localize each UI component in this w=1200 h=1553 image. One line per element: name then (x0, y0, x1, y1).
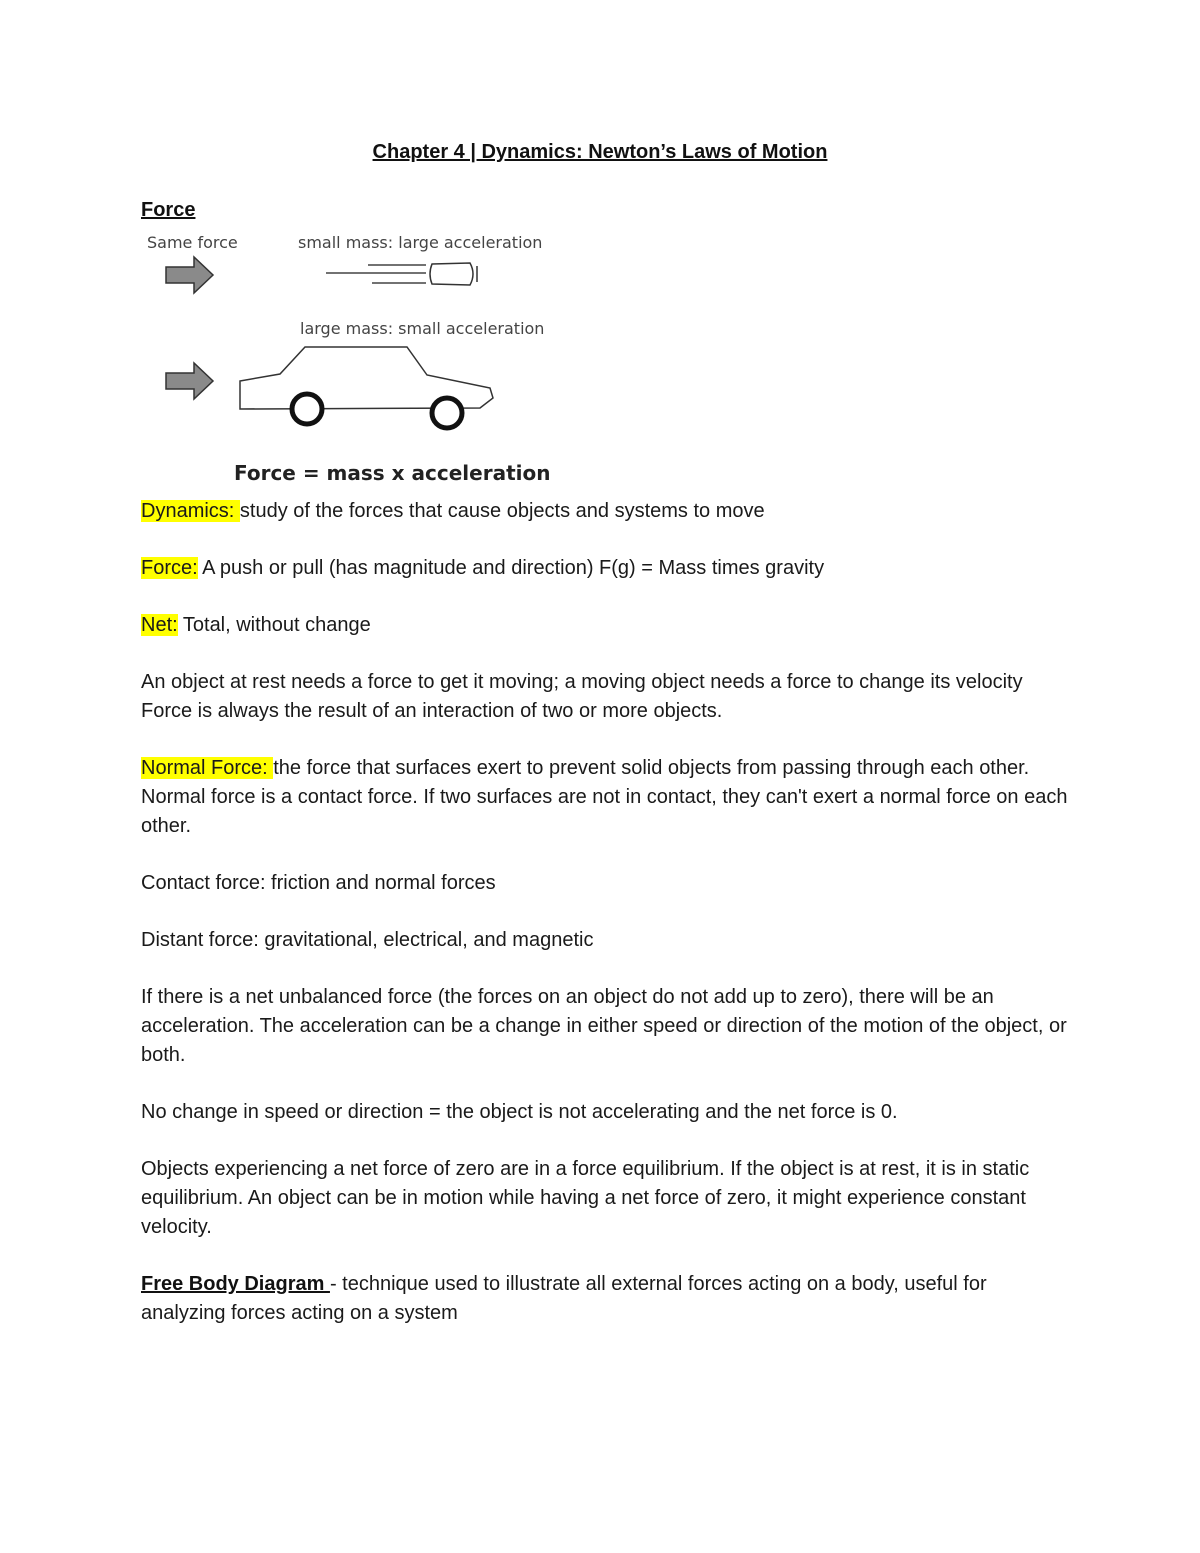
push-arrow-icon (166, 363, 213, 399)
paragraph-no-change: No change in speed or direction = the object is not accelerating and the net force is 0. (141, 1101, 898, 1123)
force-formula: Force = mass x acceleration (234, 461, 551, 485)
definition-normal-force (141, 754, 1071, 841)
label-large-mass: large mass: small acceleration (300, 319, 545, 338)
push-arrow-icon (166, 257, 213, 293)
definition-text: Total, without change (177, 614, 371, 636)
paragraph-distant-force: Distant force: gravitational, electrical, and magnetic (141, 929, 594, 951)
force-diagram (140, 225, 580, 490)
definition-text: the force that surfaces exert to prevent solid objects from passing through each other. Normal force is a contact force. If two surfaces are not in contact, they can't exert a normal force on each other. (141, 757, 1068, 837)
car-icon (240, 347, 493, 428)
definition-text: - technique used to illustrate all external forces acting on a body, useful for analyzing forces acting on a system (141, 1273, 987, 1324)
term-net: Net: (141, 614, 178, 636)
small-object-icon (326, 263, 477, 285)
term-normal-force: Normal Force: (141, 757, 274, 779)
label-small-mass: small mass: large acceleration (298, 233, 543, 252)
definition-force (141, 554, 1071, 583)
definition-text: study of the forces that cause objects and systems to move (239, 500, 765, 522)
paragraph-interaction: Force is always the result of an interaction of two or more objects. (141, 700, 723, 722)
page-title: Chapter 4 | Dynamics: Newton’s Laws of Motion (372, 141, 828, 163)
paragraph-contact-force: Contact force: friction and normal forces (141, 872, 496, 894)
term-force: Force: (141, 557, 198, 579)
paragraph-rest-moving: An object at rest needs a force to get it moving; a moving object needs a force to change its velocity (141, 671, 1023, 693)
definition-dynamics (141, 497, 1071, 526)
paragraph-net-unbalanced: If there is a net unbalanced force (the forces on an object do not add up to zero), there will be an acceleration. The acceleration can be a change in either speed or direction of the motion of the object, or both. (141, 986, 1067, 1066)
section-heading-force: Force (141, 199, 196, 221)
term-free-body-diagram: Free Body Diagram (141, 1273, 330, 1295)
paragraph-equilibrium: Objects experiencing a net force of zero are in a force equilibrium. If the object is at rest, it is in static equilibrium. An object can be in motion while having a net force of zero, it might experience constant velocity. (141, 1158, 1030, 1238)
notes-body (141, 497, 1071, 1356)
term-dynamics: Dynamics: (141, 500, 240, 522)
definition-free-body-diagram (141, 1270, 1071, 1328)
definition-text: A push or pull (has magnitude and direction) F(g) = Mass times gravity (197, 557, 825, 579)
definition-net (141, 611, 1071, 640)
label-same-force: Same force (147, 233, 238, 252)
